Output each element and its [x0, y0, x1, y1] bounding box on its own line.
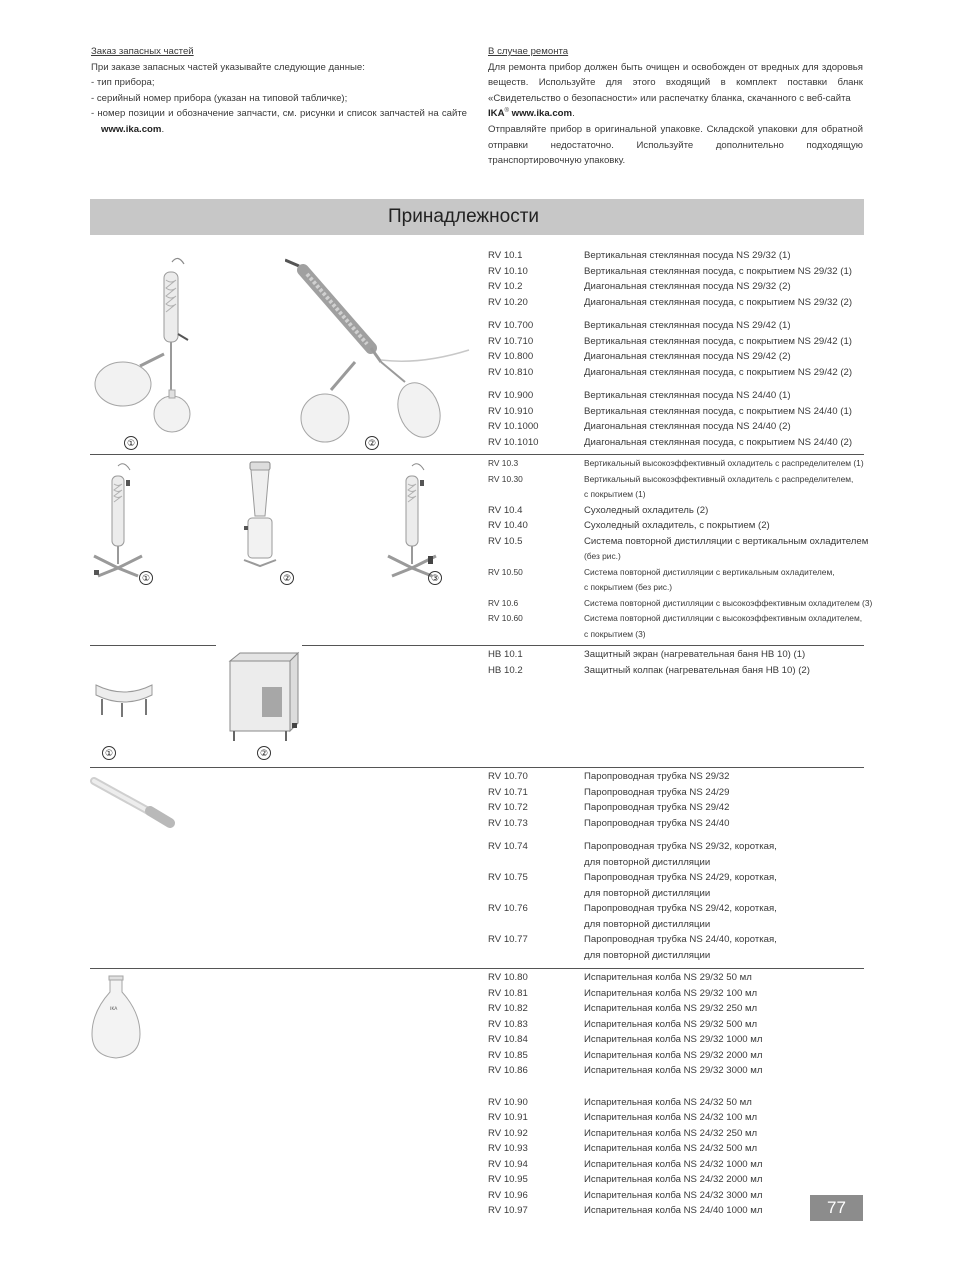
- glassware-list: [488, 248, 864, 450]
- table-row: [488, 886, 864, 902]
- part-code: RV 10.77: [488, 934, 528, 945]
- flask-list: [488, 970, 864, 1219]
- part-description: Паропроводная трубка NS 29/42: [584, 802, 730, 813]
- part-code: RV 10.70: [488, 771, 528, 782]
- table-row: [488, 472, 864, 488]
- part-code: RV 10.1: [488, 250, 523, 261]
- list-item: - тип прибора;: [91, 77, 155, 89]
- part-code: RV 10.910: [488, 405, 534, 417]
- table-row: [488, 295, 864, 311]
- part-code: RV 10.92: [488, 1127, 528, 1139]
- vapour-tube-illustration: [90, 775, 176, 831]
- part-description: Диагональная стеклянная посуда, с покрытием NS 24/40 (2): [584, 436, 853, 448]
- part-description: Вертикальная стеклянная посуда NS 24/40 (1): [584, 390, 791, 401]
- part-code: RV 10.40: [488, 520, 528, 531]
- table-row: [488, 596, 873, 612]
- part-description: Паропроводная трубка NS 29/32, короткая,: [584, 841, 777, 852]
- part-code: RV 10.84: [488, 1034, 528, 1045]
- table-row: [488, 1172, 864, 1188]
- part-code: RV 10.73: [488, 817, 528, 829]
- table-row: [488, 901, 864, 917]
- part-code: RV 10.10: [488, 265, 528, 277]
- part-code: RV 10.97: [488, 1205, 528, 1216]
- figure-number-1: ①: [102, 746, 116, 760]
- part-code: RV 10.95: [488, 1174, 528, 1185]
- list-item-text: - номер позиции и обозначение запчасти, см. рисунки и список запчастей на сайте: [91, 108, 467, 120]
- table-row: [488, 1095, 864, 1111]
- flask-logo: IKA: [110, 1007, 118, 1012]
- part-code: RV 10.93: [488, 1143, 528, 1154]
- part-description: для повторной дистилляции: [584, 918, 711, 930]
- part-description: (без рис.): [584, 551, 621, 561]
- part-description: Защитный экран (нагревательная баня HB 10) (1): [584, 649, 806, 660]
- table-row: [488, 388, 864, 404]
- registered-mark: ®: [504, 108, 509, 115]
- table-row: [488, 816, 864, 832]
- figure-number-2: ②: [365, 436, 379, 450]
- part-description: Паропроводная трубка NS 24/40: [584, 817, 730, 829]
- part-description: для повторной дистилляции: [584, 856, 711, 868]
- accessories-banner: [90, 199, 864, 235]
- repair-paragraph-2: Отправляйте прибор в оригинальной упаковке. Складской упаковки для обратной отправки недостаточно. Используйте дополнительно подходящую транспортировочную упаковку.: [488, 123, 863, 167]
- table-row: [488, 318, 864, 334]
- part-description: Испарительная колба NS 24/32 50 мл: [584, 1096, 752, 1108]
- table-row: [488, 365, 864, 381]
- part-description: Диагональная стеклянная посуда NS 29/42 (2): [584, 351, 791, 362]
- table-row: [488, 917, 864, 933]
- table-row: [488, 518, 864, 534]
- row-spacer: [488, 310, 864, 318]
- part-description: Испарительная колба NS 29/32 250 мл: [584, 1003, 758, 1014]
- table-row: [488, 1126, 864, 1142]
- spare-parts-section: [91, 44, 467, 138]
- tube-illustrations: [90, 767, 480, 968]
- group-coolers: [90, 454, 873, 645]
- figure-number-3: ③: [428, 571, 442, 585]
- part-code: RV 10.20: [488, 296, 528, 308]
- part-description: Испарительная колба NS 24/32 3000 мл: [584, 1189, 763, 1201]
- table-row: [488, 580, 864, 596]
- part-description: Система повторной дистилляции с вертикальным охладителем,: [584, 566, 835, 577]
- table-row: [488, 1063, 864, 1079]
- part-description: Диагональная стеклянная посуда, с покрытием NS 29/42 (2): [584, 366, 853, 378]
- part-description: Испарительная колба NS 24/32 500 мл: [584, 1143, 758, 1154]
- table-row: [488, 948, 864, 964]
- part-code: RV 10.83: [488, 1018, 528, 1030]
- part-code: RV 10.30: [488, 473, 523, 484]
- part-code: RV 10.74: [488, 841, 528, 852]
- part-code: RV 10.700: [488, 320, 534, 331]
- part-description: Испарительная колба NS 24/40 1000 мл: [584, 1205, 763, 1216]
- part-description: Испарительная колба NS 29/32 2000 мл: [584, 1049, 763, 1061]
- table-row: [488, 627, 864, 643]
- part-description: Испарительная колба NS 24/32 2000 мл: [584, 1174, 763, 1185]
- part-code: RV 10.76: [488, 903, 528, 914]
- part-description: Диагональная стеклянная посуда, с покрытием NS 29/32 (2): [584, 296, 853, 308]
- part-description: Паропроводная трубка NS 24/29, короткая,: [584, 872, 777, 883]
- table-row: [488, 565, 864, 581]
- table-row: [488, 611, 864, 627]
- redistillation-system-illustration: [384, 460, 440, 586]
- part-code: HB 10.1: [488, 649, 523, 660]
- cooler-list: [488, 456, 873, 642]
- table-row: [488, 279, 864, 295]
- part-description: Испарительная колба NS 29/32 100 мл: [584, 987, 758, 999]
- table-row: [488, 435, 864, 451]
- part-description: для повторной дистилляции: [584, 949, 711, 961]
- part-code: RV 10.900: [488, 390, 534, 401]
- part-description: Диагональная стеклянная посуда NS 29/32 (2): [584, 281, 791, 292]
- shield-list: [488, 647, 864, 678]
- page-title: Принадлежности: [388, 206, 540, 227]
- part-code: RV 10.6: [488, 597, 519, 608]
- part-code: RV 10.94: [488, 1158, 528, 1170]
- repair-text: Для ремонта прибор должен быть очищен и освобожден от вредных для здоровья веществ. Используйте для этого входящий в комплект поставки бланк «Свидетельство о безопасности» или распечатку бланка, скачанного с веб-сайта: [488, 61, 863, 104]
- part-description: Испарительная колба NS 24/32 100 мл: [584, 1112, 758, 1123]
- part-description: Вертикальная стеклянная посуда NS 29/32 (1): [584, 250, 791, 261]
- part-code: RV 10.96: [488, 1189, 528, 1201]
- part-description: Система повторной дистилляции с высокоэффективным охладителем (3): [584, 597, 873, 608]
- part-code: RV 10.75: [488, 872, 528, 883]
- flask-illustrations: [90, 968, 480, 1218]
- table-row: [488, 264, 864, 280]
- diagonal-glassware-illustration: [285, 250, 470, 446]
- part-description: Вертикальный высокоэффективный охладитель с распределителем,: [584, 473, 854, 484]
- row-spacer: [488, 380, 864, 388]
- table-row: [488, 487, 864, 503]
- table-row: [488, 839, 864, 855]
- part-description: с покрытием (1): [584, 489, 646, 499]
- repair-paragraph-1: [488, 60, 863, 122]
- part-description: Вертикальная стеклянная посуда, с покрытием NS 29/32 (1): [584, 265, 852, 277]
- table-row: [488, 769, 864, 785]
- part-code: RV 10.90: [488, 1096, 528, 1108]
- table-row: [488, 1048, 864, 1064]
- group-glassware: [90, 246, 864, 454]
- protective-hood-illustration: [226, 651, 302, 745]
- part-description: Защитный колпак (нагревательная баня HB 10) (2): [584, 664, 810, 676]
- brand-name: IKA: [488, 108, 505, 120]
- row-spacer: [488, 1079, 864, 1087]
- part-description: Паропроводная трубка NS 24/40, короткая,: [584, 934, 777, 945]
- part-code: RV 10.85: [488, 1049, 528, 1061]
- glassware-illustrations: [90, 246, 480, 454]
- part-description: Паропроводная трубка NS 24/29: [584, 786, 730, 798]
- part-description: для повторной дистилляции: [584, 887, 711, 899]
- figure-number-2: ②: [280, 571, 294, 585]
- table-row: [488, 349, 864, 365]
- table-row: [488, 932, 864, 948]
- table-row: [488, 334, 864, 350]
- spare-parts-list: [91, 75, 467, 137]
- table-row: [488, 534, 869, 550]
- cooler-illustrations: [90, 454, 480, 645]
- evaporating-flask-illustration: [90, 974, 142, 1060]
- part-description: Паропроводная трубка NS 29/42, короткая,: [584, 903, 777, 914]
- part-code: RV 10.2: [488, 281, 523, 292]
- part-description: Система повторной дистилляции с вертикальным охладителем: [584, 535, 869, 547]
- part-description: Вертикальный высокоэффективный охладитель с распределителем (1): [584, 458, 864, 468]
- part-description: Вертикальная стеклянная посуда, с покрытием NS 29/42 (1): [584, 335, 852, 347]
- part-code: RV 10.810: [488, 366, 534, 378]
- part-description: Испарительная колба NS 24/32 1000 мл: [584, 1158, 763, 1170]
- part-description: Испарительная колба NS 29/32 1000 мл: [584, 1034, 763, 1045]
- part-description: Система повторной дистилляции с высокоэффективным охладителем,: [584, 613, 863, 623]
- repair-section: [488, 44, 863, 169]
- part-code: RV 10.800: [488, 351, 534, 362]
- part-description: с покрытием (3): [584, 628, 646, 639]
- figure-number-1: ①: [139, 571, 153, 585]
- part-code: RV 10.60: [488, 613, 523, 623]
- protective-shield-illustration: [92, 679, 156, 719]
- table-row: [488, 800, 864, 816]
- figure-number-2: ②: [257, 746, 271, 760]
- part-description: Испарительная колба NS 24/32 250 мл: [584, 1127, 758, 1139]
- part-description: Вертикальная стеклянная посуда NS 29/42 (1): [584, 320, 791, 331]
- part-code: RV 10.71: [488, 786, 528, 798]
- group-evaporating-flasks: [90, 968, 864, 1218]
- figure-number-1: ①: [124, 436, 138, 450]
- page-number: 77: [810, 1195, 863, 1221]
- part-description: с покрытием (без рис.): [584, 582, 673, 592]
- table-row: [488, 248, 864, 264]
- part-description: Вертикальная стеклянная посуда, с покрытием NS 24/40 (1): [584, 405, 852, 417]
- table-row: [488, 404, 864, 420]
- table-row: [488, 1001, 864, 1017]
- row-spacer: [488, 1087, 864, 1095]
- shield-illustrations: [90, 645, 480, 767]
- table-row: [488, 1203, 864, 1219]
- table-row: [488, 1017, 864, 1033]
- table-row: [488, 970, 864, 986]
- table-row: [488, 1188, 864, 1204]
- table-row: [488, 785, 864, 801]
- ika-website-link[interactable]: www.ika.com: [101, 123, 162, 135]
- part-code: RV 10.1000: [488, 421, 539, 432]
- part-code: RV 10.50: [488, 566, 523, 577]
- part-code: RV 10.1010: [488, 436, 539, 448]
- group-vapour-tubes: [90, 767, 864, 968]
- list-item: [91, 106, 467, 137]
- tube-list: [488, 769, 864, 963]
- part-code: RV 10.72: [488, 802, 528, 813]
- part-description: Сухоледный охладитель, с покрытием (2): [584, 520, 770, 531]
- punctuation: .: [572, 108, 575, 120]
- part-code: RV 10.82: [488, 1003, 528, 1014]
- repair-heading: В случае ремонта: [488, 46, 569, 57]
- part-code: RV 10.710: [488, 335, 534, 347]
- part-code: RV 10.3: [488, 458, 519, 468]
- table-row: [488, 1110, 864, 1126]
- table-row: [488, 1141, 864, 1157]
- vertical-glassware-illustration: [90, 250, 230, 446]
- table-row: [488, 870, 864, 886]
- part-code: RV 10.91: [488, 1112, 528, 1123]
- table-row: [488, 986, 864, 1002]
- table-row: [488, 419, 864, 435]
- part-description: Испарительная колба NS 29/32 500 мл: [584, 1018, 758, 1030]
- ika-website-link[interactable]: www.ika.com: [511, 108, 573, 120]
- table-row: [488, 663, 864, 679]
- dry-ice-cooler-illustration: [240, 460, 280, 570]
- part-code: RV 10.86: [488, 1065, 528, 1076]
- table-row: [488, 647, 864, 663]
- table-row: [488, 855, 864, 871]
- part-code: RV 10.81: [488, 987, 528, 999]
- part-code: HB 10.2: [488, 664, 523, 676]
- part-code: RV 10.5: [488, 535, 523, 547]
- table-row: [488, 549, 864, 565]
- row-spacer: [488, 831, 864, 839]
- table-row: [488, 503, 864, 519]
- spare-parts-intro: При заказе запасных частей указывайте следующие данные:: [91, 61, 365, 73]
- part-description: Испарительная колба NS 29/32 3000 мл: [584, 1065, 763, 1076]
- part-description: Паропроводная трубка NS 29/32: [584, 771, 730, 782]
- part-code: RV 10.80: [488, 972, 528, 983]
- list-item: - серийный номер прибора (указан на типовой табличке);: [91, 92, 348, 104]
- part-description: Сухоледный охладитель (2): [584, 504, 709, 516]
- punctuation: .: [161, 123, 165, 135]
- table-row: [488, 456, 864, 472]
- high-efficiency-cooler-illustration: [90, 460, 146, 586]
- part-description: Диагональная стеклянная посуда NS 24/40 (2): [584, 421, 791, 432]
- spare-parts-heading: Заказ запасных частей: [91, 46, 194, 57]
- table-row: [488, 1032, 864, 1048]
- part-description: Испарительная колба NS 29/32 50 мл: [584, 972, 752, 983]
- table-row: [488, 1157, 864, 1173]
- part-code: RV 10.4: [488, 504, 523, 516]
- group-shields: [90, 645, 864, 767]
